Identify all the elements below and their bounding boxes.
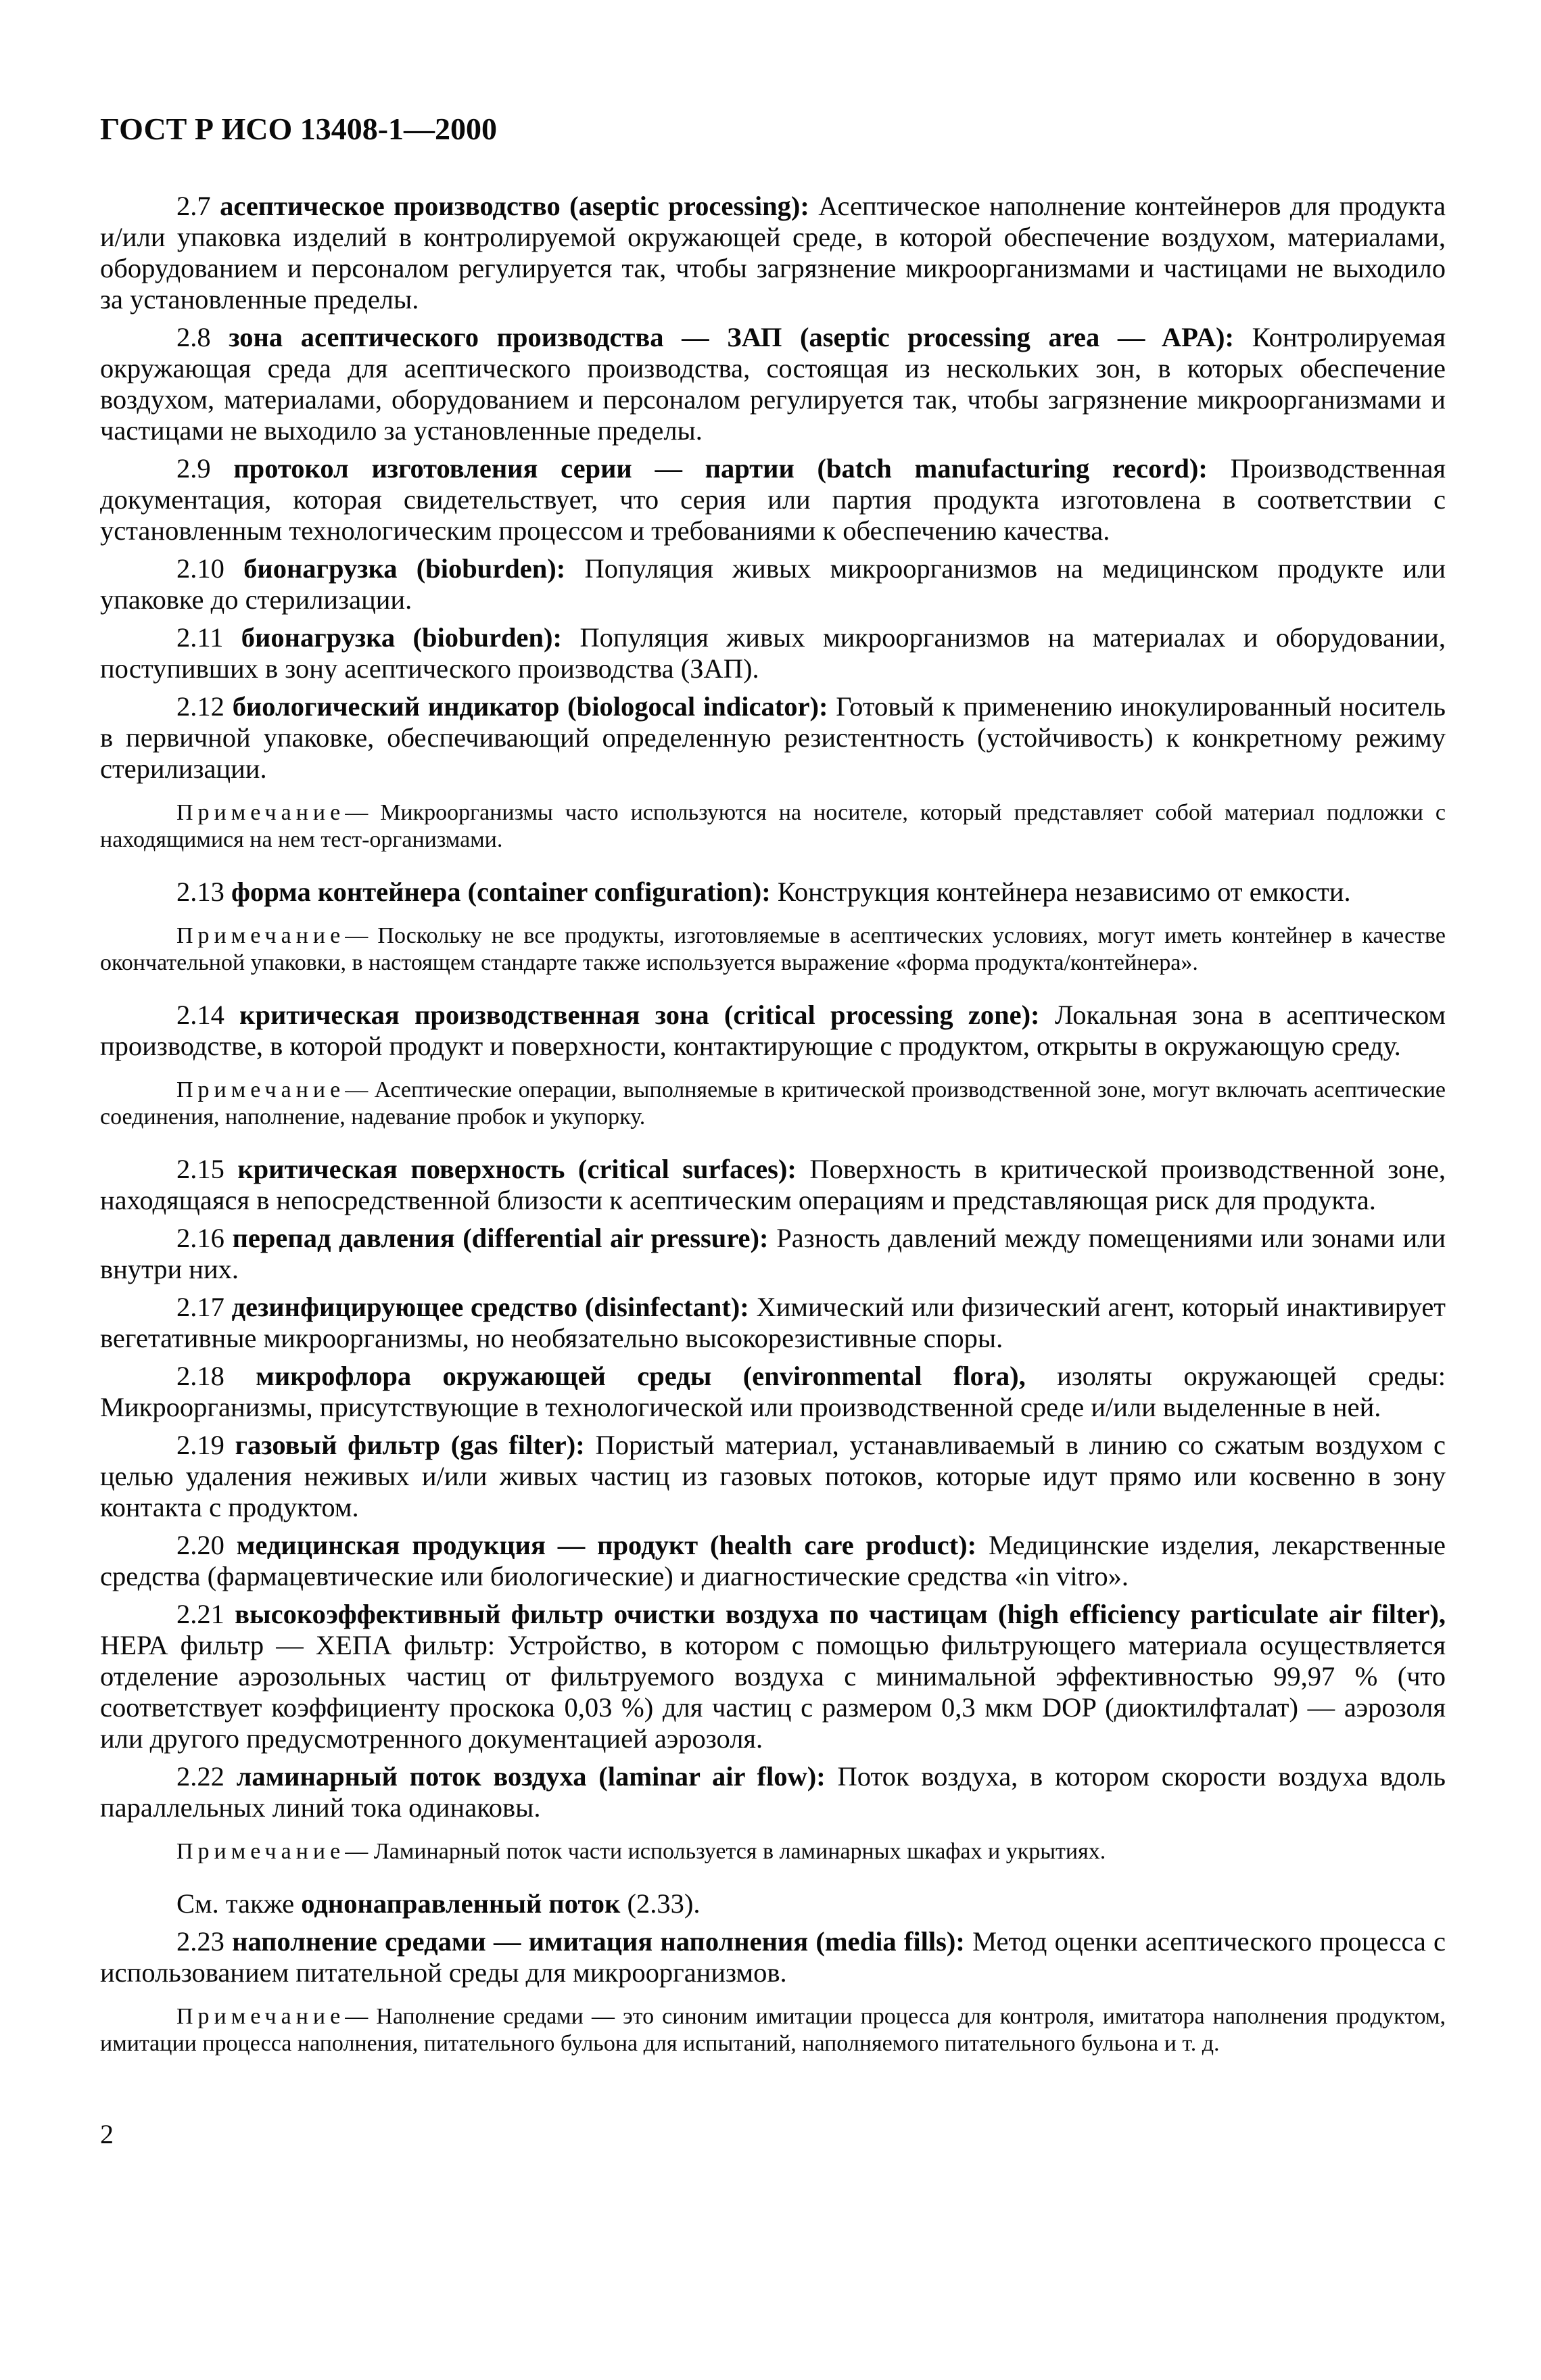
term-text: Поверхность в критической производственной зоне, находящаяся в непосредственной близости к асептическим операциям и представляющая риск для продукта. bbox=[100, 1154, 1446, 1215]
term-name: газовый фильтр (gas filter): bbox=[235, 1430, 585, 1460]
term-text: Производственная документация, которая свидетельствует, что серия или партия продукта изготовлена в соответствии с установленным технологическим процессом и требованиями к обеспечению качества. bbox=[100, 453, 1446, 546]
term-number: 2.19 bbox=[176, 1430, 235, 1460]
term-text: Медицинские изделия, лекарственные средства (фармацевтические или биологические) и диагностические средства «in vitro». bbox=[100, 1530, 1446, 1591]
term-definition bbox=[100, 622, 1446, 684]
term-number: 2.20 bbox=[176, 1530, 237, 1560]
term-number: 2.14 bbox=[176, 1000, 240, 1030]
term-name: ламинарный поток воздуха (laminar air flow): bbox=[236, 1761, 826, 1792]
term-number: 2.22 bbox=[176, 1761, 237, 1792]
term-text: Конструкция контейнера независимо от емкости. bbox=[770, 877, 1351, 907]
term-number: 2.15 bbox=[176, 1154, 238, 1184]
term-definition bbox=[100, 1430, 1446, 1523]
term-name: медицинская продукция — продукт (health care product): bbox=[236, 1530, 977, 1560]
term-name: асептическое производство (aseptic processing): bbox=[220, 191, 809, 221]
term-name: бионагрузка (bioburden): bbox=[243, 553, 566, 584]
term-name: микрофлора окружающей среды (environmental flora), bbox=[256, 1361, 1026, 1391]
term-definition bbox=[100, 1761, 1446, 1823]
see-also-reference bbox=[100, 1888, 1446, 1919]
see-also-term: однонаправленный поток bbox=[301, 1888, 621, 1919]
term-definition bbox=[100, 691, 1446, 785]
term-name: биологический индикатор (biologocal indicator): bbox=[232, 691, 828, 722]
term-definition bbox=[100, 1530, 1446, 1592]
term-number: 2.23 bbox=[176, 1926, 233, 1957]
term-text: Разность давлений между помещениями или зонами или внутри них. bbox=[100, 1223, 1446, 1284]
see-also-suffix: (2.33). bbox=[620, 1888, 701, 1919]
term-name: перепад давления (differential air pressure): bbox=[232, 1223, 769, 1253]
term-text: Химический или физический агент, который инактивирует вегетативные микроорганизмы, но необязательно высокорезистивные споры. bbox=[100, 1292, 1446, 1353]
term-definition bbox=[100, 453, 1446, 546]
term-definition bbox=[100, 1154, 1446, 1216]
note-paragraph bbox=[100, 1077, 1446, 1131]
term-text: НЕРА фильтр — ХЕПА фильтр: Устройство, в котором с помощью фильтрующего материала осуществляется отделение аэрозольных частиц от фильтруемого воздуха с минимальной эффективностью 99,97 % (что соответствует коэффициенту проскока 0,03 %) для частиц с размером 0,3 мкм DOP (диоктилфталат) — аэрозоля или другого предусмотренного документацией аэрозоля. bbox=[100, 1630, 1446, 1754]
note-label: Примечание bbox=[176, 800, 346, 825]
note-text: — Наполнение средами — это синоним имитации процесса для контроля, имитатора наполнения продуктом, имитации процесса наполнения, питательного бульона для испытаний, наполняемого питательного бульона и т. д. bbox=[100, 2004, 1446, 2056]
note-text: — Ламинарный поток части используется в ламинарных шкафах и укрытиях. bbox=[345, 1839, 1106, 1864]
note-text: — Микроорганизмы часто используются на носителе, который представляет собой материал подложки с находящимися на нем тест-организмами. bbox=[100, 800, 1446, 852]
term-definition bbox=[100, 322, 1446, 446]
term-text: Популяция живых микроорганизмов на материалах и оборудовании, поступивших в зону асептического производства (ЗАП). bbox=[100, 622, 1446, 684]
note-paragraph bbox=[100, 923, 1446, 977]
note-paragraph bbox=[100, 799, 1446, 854]
term-text: Пористый материал, устанавливаемый в линию со сжатым воздухом с целью удаления неживых и/или живых частиц из газовых потоков, которые идут прямо или косвенно в зону контакта с продуктом. bbox=[100, 1430, 1446, 1522]
term-number: 2.10 bbox=[176, 553, 244, 584]
note-label: Примечание bbox=[176, 923, 346, 948]
term-name: бионагрузка (bioburden): bbox=[241, 622, 563, 653]
term-definition bbox=[100, 1223, 1446, 1285]
term-number: 2.11 bbox=[176, 622, 241, 653]
term-definition bbox=[100, 1292, 1446, 1354]
term-text: Популяция живых микроорганизмов на медицинском продукте или упаковке до стерилизации. bbox=[100, 553, 1446, 615]
term-text: Контролируемая окружающая среда для асептического производства, состоящая из нескольких зон, в которых обеспечение воздухом, материалами, оборудованием и персоналом регулируется так, чтобы загрязнение микроорганизмами и частицами не выходило за установленные пределы. bbox=[100, 322, 1446, 446]
page-number: 2 bbox=[100, 2119, 114, 2149]
standard-header: ГОСТ Р ИСО 13408-1—2000 bbox=[100, 112, 498, 146]
term-text: Поток воздуха, в котором скорости воздуха вдоль параллельных линий тока одинаковы. bbox=[100, 1761, 1446, 1823]
term-definition bbox=[100, 877, 1446, 908]
term-number: 2.13 bbox=[176, 877, 231, 907]
term-name: форма контейнера (container configuration): bbox=[231, 877, 771, 907]
note-text: — Поскольку не все продукты, изготовляемые в асептических условиях, могут иметь контейнер в качестве окончательной упаковки, в настоящем стандарте также используется выражение «форма продукта/контейнера». bbox=[100, 923, 1446, 975]
document-body bbox=[100, 191, 1446, 2080]
term-name: критическая поверхность (critical surfaces): bbox=[237, 1154, 797, 1184]
term-name: высокоэффективный фильтр очистки воздуха по частицам (high efficiency particulate air filter), bbox=[235, 1599, 1446, 1629]
term-definition bbox=[100, 1599, 1446, 1754]
term-text: Локальная зона в асептическом производстве, в которой продукт и поверхности, контактирующие с продуктом, открыты в окружающую среду. bbox=[100, 1000, 1446, 1061]
term-name: протокол изготовления серии — партии (batch manufacturing record): bbox=[233, 453, 1208, 484]
term-definition bbox=[100, 553, 1446, 615]
term-number: 2.17 bbox=[176, 1292, 232, 1322]
term-number: 2.9 bbox=[176, 453, 234, 484]
term-text: Готовый к применению инокулированный носитель в первичной упаковке, обеспечивающий определенную резистентность (устойчивость) к конкретному режиму стерилизации. bbox=[100, 691, 1446, 784]
term-definition bbox=[100, 1000, 1446, 1062]
term-definition bbox=[100, 191, 1446, 315]
term-text: Асептическое наполнение контейнеров для продукта и/или упаковка изделий в контролируемой окружающей среде, в которой обеспечение воздухом, материалами, оборудованием и персоналом регулируется так, чтобы загрязнение микроорганизмами и частицами не выходило за установленные пределы. bbox=[100, 191, 1446, 314]
term-name: критическая производственная зона (critical processing zone): bbox=[239, 1000, 1040, 1030]
term-name: наполнение средами — имитация наполнения (media fills): bbox=[232, 1926, 965, 1957]
note-label: Примечание bbox=[176, 1077, 346, 1102]
term-number: 2.21 bbox=[176, 1599, 235, 1629]
term-name: зона асептического производства — ЗАП (aseptic processing area — APA): bbox=[229, 322, 1235, 352]
see-also-prefix: См. также bbox=[176, 1888, 302, 1919]
term-text: изоляты окружающей среды: Микроорганизмы, присутствующие в технологической или производственной среде и/или выделенные в ней. bbox=[100, 1361, 1446, 1422]
note-label: Примечание bbox=[176, 2004, 346, 2029]
note-text: — Асептические операции, выполняемые в критической производственной зоне, могут включать асептические соединения, наполнение, надевание пробок и укупорку. bbox=[100, 1077, 1446, 1129]
note-paragraph bbox=[100, 1838, 1446, 1865]
term-number: 2.12 bbox=[176, 691, 233, 722]
term-number: 2.7 bbox=[176, 191, 220, 221]
term-number: 2.18 bbox=[176, 1361, 256, 1391]
term-definition bbox=[100, 1361, 1446, 1423]
term-text: Метод оценки асептического процесса с использованием питательной среды для микроорганизмов. bbox=[100, 1926, 1446, 1988]
term-number: 2.16 bbox=[176, 1223, 233, 1253]
term-number: 2.8 bbox=[176, 322, 229, 352]
note-paragraph bbox=[100, 2003, 1446, 2057]
term-name: дезинфицирующее средство (disinfectant): bbox=[231, 1292, 749, 1322]
note-label: Примечание bbox=[176, 1839, 346, 1864]
term-definition bbox=[100, 1926, 1446, 1988]
